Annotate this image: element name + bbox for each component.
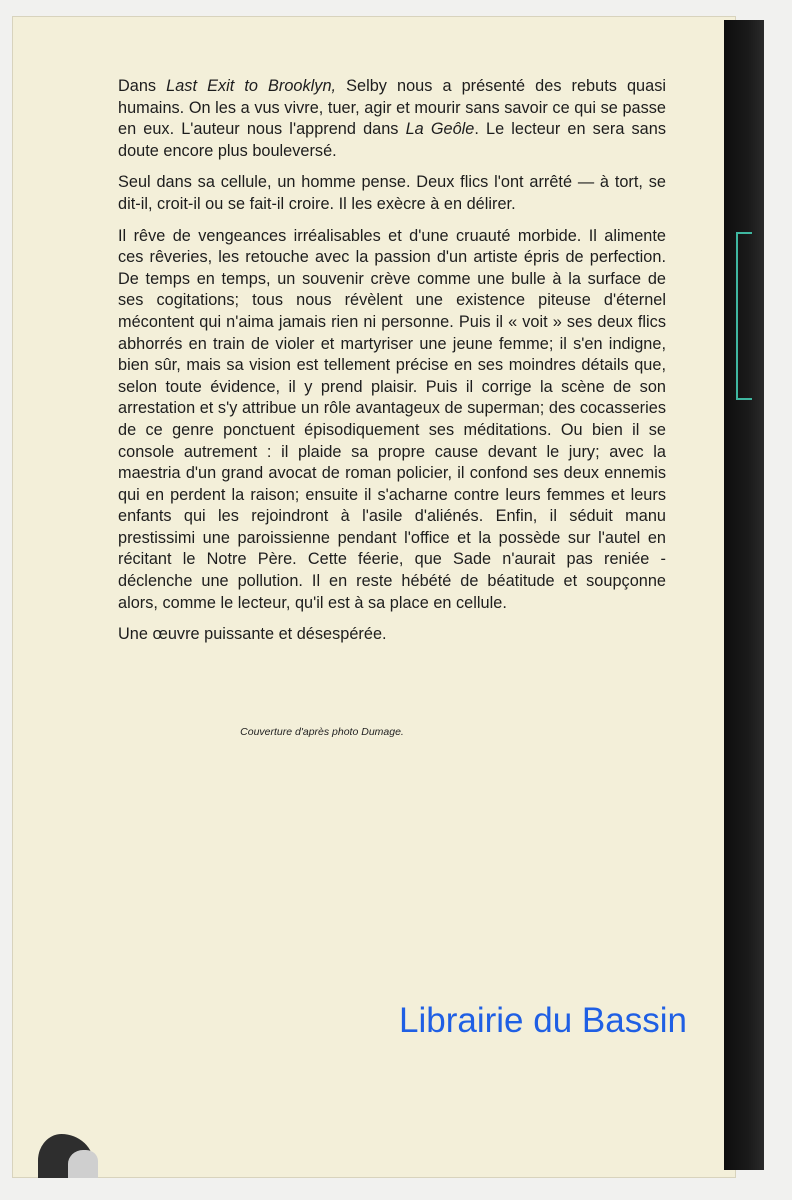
book-title-la-geole: La Geôle [405,120,475,139]
blurb-paragraph-2: Seul dans sa cellule, un homme pense. Deux flics l'ont arrêté — à tort, se dit-il, croit-il ou se fait-il croire. Il les exècre à en délirer. [118,173,666,213]
p1-text-c: . Le lecteur en sera sans doute encore plus bouleversé. [118,120,666,160]
blurb-paragraph-4: Une œuvre puissante et désespérée. [118,625,387,644]
blurb-paragraph-3: Il rêve de vengeances irréalisables et d'une cruauté morbide. Il alimente ces rêveries, les retouche avec la passion d'un artiste épris de perfection. De temps en temps, un souvenir crève comme une bulle à la surface de ses cogitations; tous nous révèlent une existence piteuse d'éternel mécontent qui n'aima jamais rien ni personne. Puis il « voit » ses deux flics abhorrés en train de violer et martyriser une jeune femme; il s'en indigne, bien sûr, mais sa vision est tellement précise en ses moindres détails que, selon toute évidence, il y prend plaisir. Puis il corrige la scène de son arrestation et s'y attribue un rôle avantageux de superman; des cocasseries de ce genre ponctuent épisodiquement ses méditations. Ou bien il se console autrement : il plaide sa propre cause devant le jury; avec la maestria d'un grand avocat de roman policier, il confond ses deux ennemis qui en perdent la raison; ensuite il s'acharne contre leurs femmes et leurs enfants qui les rejoindront à l'asile d'aliénés. Enfin, il séduit manu prestissimi une paroissienne pendant l'office et la possède sur l'autel en récitant le Notre Père. Cette féerie, que Sade n'aurait pas reniée - déclenche une pollution. Il en reste hébété de béatitude et soupçonne alors, comme le lecteur, qu'il est à sa place en cellule. [118,226,666,612]
bookseller-watermark: Librairie du Bassin [399,1001,687,1040]
p1-text-b: Selby nous a présenté des rebuts quasi humains. On les a vus vivre, tuer, agir et mourir sans savoir ce qui se passe en eux. L'auteur nous l'apprend dans [118,77,666,139]
cover-photo-credit: Couverture d'après photo Dumage. [240,726,404,738]
book-spine [724,20,764,1170]
blurb-paragraph-1 [118,76,666,162]
p1-text-a: Dans [118,77,167,95]
blurb-text [118,76,666,656]
cover-corner-background [68,1150,98,1178]
spine-accent-bracket [736,232,752,400]
book-title-last-exit: Last Exit to Brooklyn, [166,77,337,95]
